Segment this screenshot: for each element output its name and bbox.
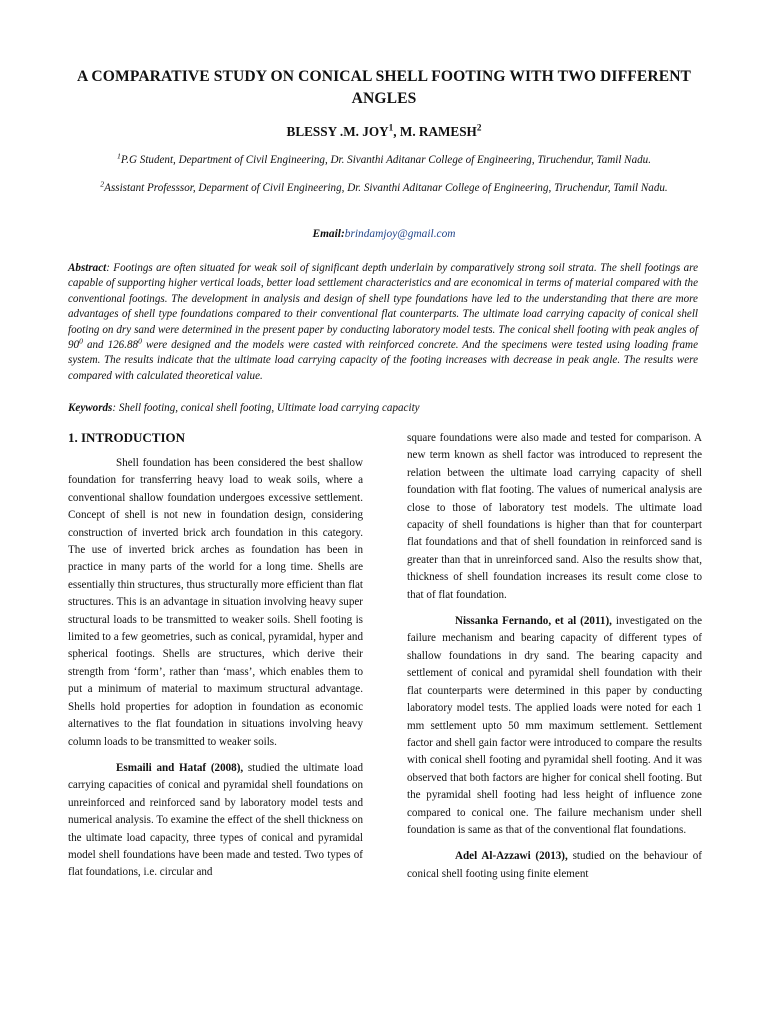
keywords [68, 402, 698, 414]
affiliation-2-text: Assistant Professsor, Deparment of Civil Engineering, Dr. Sivanthi Aditanar College of Engineering, Tiruchendur, Tamil Nadu. [104, 182, 668, 194]
intro-paragraph-1: Shell foundation has been considered the best shallow foundation for transferring heavy load to weak soils, where a conventional shallow foundation undergoes excessive settlement. Concept of shell is not new in foundation design, considering construction of inverted brick arch foundation in this category. The use of inverted brick arches as foundation has been in practice in many parts of the world for a long time. Shells are essentially thin structures, thus structurally more efficient than flat structures. This is an advantage in situation involving heavy super structural loads to be transmitted to weaker soils. Shell footing is limited to a few geometries, such as conical, pyramidal, hyper and spherical footings. Shells are structures, which derive their strength from ‘form’, rather than ‘mass’, which enables them to put a minimum of material to maximum structural advantage. Shells hold properties for adoption in foundation as economic alternatives to the flat foundation in situations involving heavy column loads to be transmitted to weaker soils. [68, 457, 363, 748]
right-column [407, 430, 702, 883]
intro-paragraph-3-text: investigated on the failure mechanism and bearing capacity of different types of shallow foundations in dry sand. The bearing capacity and settlement of conical and pyramidal shell foundation with their flat counterparts were determined in this paper by conducting laboratory model tests. The applied loads were noted for each 1 mm settlement upto 50 mm maximum settlement. Settlement factor and shell gain factor were introduced to compare the results with conical shell footing and pyramidal shell footing. And it was observed that both factors are higher for conical shell footing. But the pyramidal shell footing had less height of influence zone compared to conical one. The failure mechanism under shell foundation is same as that of the conventional flat foundations. [407, 615, 702, 836]
email-link[interactable]: brindamjoy@gmail.com [344, 228, 456, 240]
author-separator: , [393, 124, 400, 139]
abstract-text-2: and 126.88 [82, 339, 139, 352]
intro-paragraph-2-continued: square foundations were also made and tested for comparison. A new term known as shell factor was introduced to represent the relation between the ultimate load carrying capacity of shell foundation with flat footing. The values of numerical analysis are close to those of laboratory test models. The ultimate load capacity of shell foundations is higher than that for counterpart flat foundations and that of shell foundation in reinforced sand is greater than that in unreinforced sand. Also the results show that, thickness of shell foundation increases its result come close to that of flat foundation. [407, 432, 702, 601]
email-label: Email: [312, 228, 345, 240]
abstract-label: Abstract [68, 262, 107, 274]
affiliation-1 [60, 152, 708, 168]
citation-esmaili-hataf: Esmaili and Hataf (2008), [116, 761, 244, 774]
keywords-label: Keywords [68, 402, 113, 414]
affiliation-2 [80, 180, 688, 196]
author-sup-1: 1 [388, 122, 394, 133]
intro-paragraph-3 [407, 613, 702, 839]
paper-title: A COMPARATIVE STUDY ON CONICAL SHELL FOOTING WITH TWO DIFFERENT ANGLES [76, 68, 692, 107]
author-name-1: BLESSY .M. JOY [286, 124, 389, 139]
left-column [68, 430, 363, 882]
citation-adel-al-azzawi: Adel Al-Azzawi (2013), [455, 850, 568, 863]
abstract [68, 261, 698, 384]
author-line [60, 124, 708, 140]
author-name-2: M. RAMESH [399, 124, 477, 139]
affiliation-1-text: P.G Student, Department of Civil Engineering, Dr. Sivanthi Aditanar College of Engineering, Tiruchendur, Tamil Nadu. [120, 154, 651, 166]
abstract-sup-2: 0 [138, 336, 142, 346]
abstract-text-3: were designed and the models were casted with reinforced concrete. And the specimens were tested using loading frame system. The results indicate that the ultimate load carrying capacity of the footing increases with decrease in peak angle. The results were compared with calculated theoretical value. [68, 339, 698, 382]
affiliation-2-sup: 2 [100, 179, 105, 189]
affiliation-1-sup: 1 [116, 151, 121, 161]
abstract-text-1: Footings are often situated for weak soil of significant depth underlain by comparatively strong soil strata. The shell footings are capable of supporting higher vertical loads, better load settlement characteristics and are economical in terms of material compared with the conventional footings. The development in analysis and design of shell type foundations have led to the understanding that there are more advantages of shell type foundations compared to their conventional flat counterparts. The ultimate load carrying capacity of conical shell footing on dry sand were determined in the present paper by conducting laboratory model tests. The conical shell footing with peak angles of 90 [68, 262, 698, 352]
keywords-text: Shell footing, conical shell footing, Ultimate load carrying capacity [116, 402, 420, 414]
citation-nissanka-fernando: Nissanka Fernando, et al (2011), [455, 615, 612, 628]
author-sup-2: 2 [476, 122, 482, 133]
intro-paragraph-2-text: studied the ultimate load carrying capacities of conical and pyramidal shell foundations on unreinforced and reinforced sand by laboratory model tests and numerical analysis. To examine the effect of the shell thickness on the ultimate load capacity, three types of conical and pyramidal model shell foundations have been made and tested. Two types of flat foundations, i.e. circular and [68, 761, 363, 879]
intro-paragraph-2 [68, 760, 363, 882]
abstract-sup-1: 0 [79, 336, 83, 346]
intro-paragraph-4 [407, 848, 702, 883]
intro-paragraph-4-text: studied on the behaviour of conical shell footing using finite element [407, 850, 702, 880]
email-line [60, 228, 708, 240]
section-heading-introduction: 1. INTRODUCTION [68, 430, 186, 445]
abstract-colon: : [106, 262, 110, 274]
keywords-colon: : [112, 402, 117, 414]
